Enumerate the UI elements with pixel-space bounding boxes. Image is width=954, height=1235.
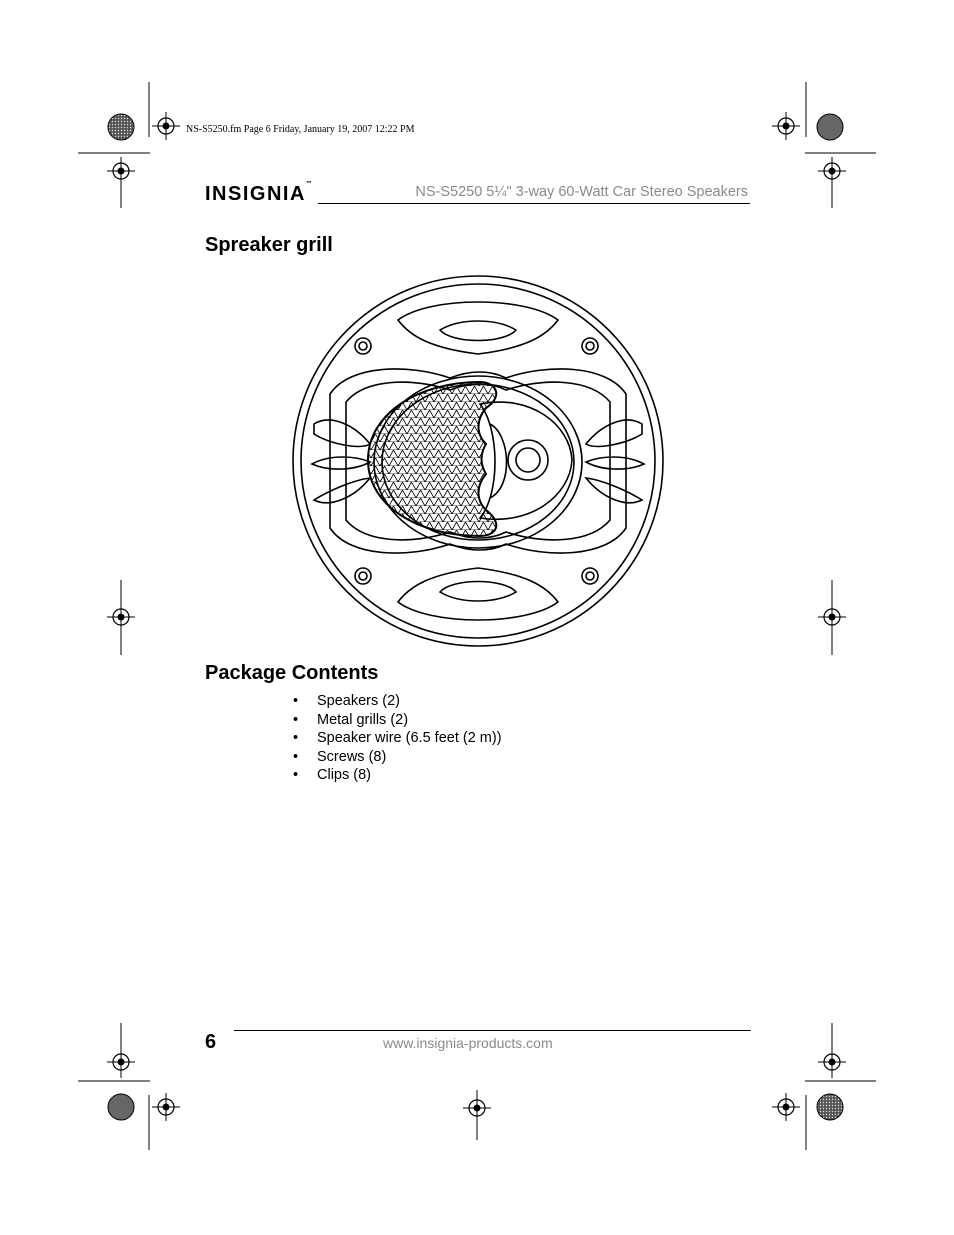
page-number: 6 [205, 1031, 217, 1053]
bullet: • [293, 711, 299, 728]
bullet: • [293, 730, 299, 747]
footer-rule [234, 1030, 751, 1031]
document-title: NS-S5250 5¼" 3-way 60-Watt Car Stereo Speakers [415, 184, 748, 200]
footer-url: www.insignia-products.com [383, 1035, 553, 1051]
print-meta-line: NS-S5250.fm Page 6 Friday, January 19, 2007 12:22 PM [186, 124, 415, 135]
logo-text: INSIGNIA [205, 183, 306, 205]
package-contents-list [293, 692, 502, 785]
header-rule [318, 203, 750, 204]
list-item [293, 748, 502, 767]
list-item-text: Screws (8) [317, 748, 387, 765]
logo-trademark: ™ [305, 181, 312, 187]
list-item-text: Clips (8) [317, 767, 371, 784]
bullet: • [293, 748, 299, 765]
list-item-text: Metal grills (2) [317, 711, 409, 728]
list-item [293, 692, 502, 711]
list-item-text: Speaker wire (6.5 feet (2 m)) [317, 730, 502, 747]
list-item [293, 729, 502, 748]
bullet: • [293, 767, 299, 784]
speaker-grill-heading: Spreaker grill [205, 234, 333, 256]
list-item-text: Speakers (2) [317, 693, 401, 709]
bullet: • [293, 693, 299, 709]
package-contents-heading: Package Contents [205, 662, 379, 684]
list-item [293, 766, 502, 785]
speaker-grill-illustration [290, 274, 666, 648]
list-item [293, 711, 502, 730]
insignia-logo [205, 183, 312, 206]
